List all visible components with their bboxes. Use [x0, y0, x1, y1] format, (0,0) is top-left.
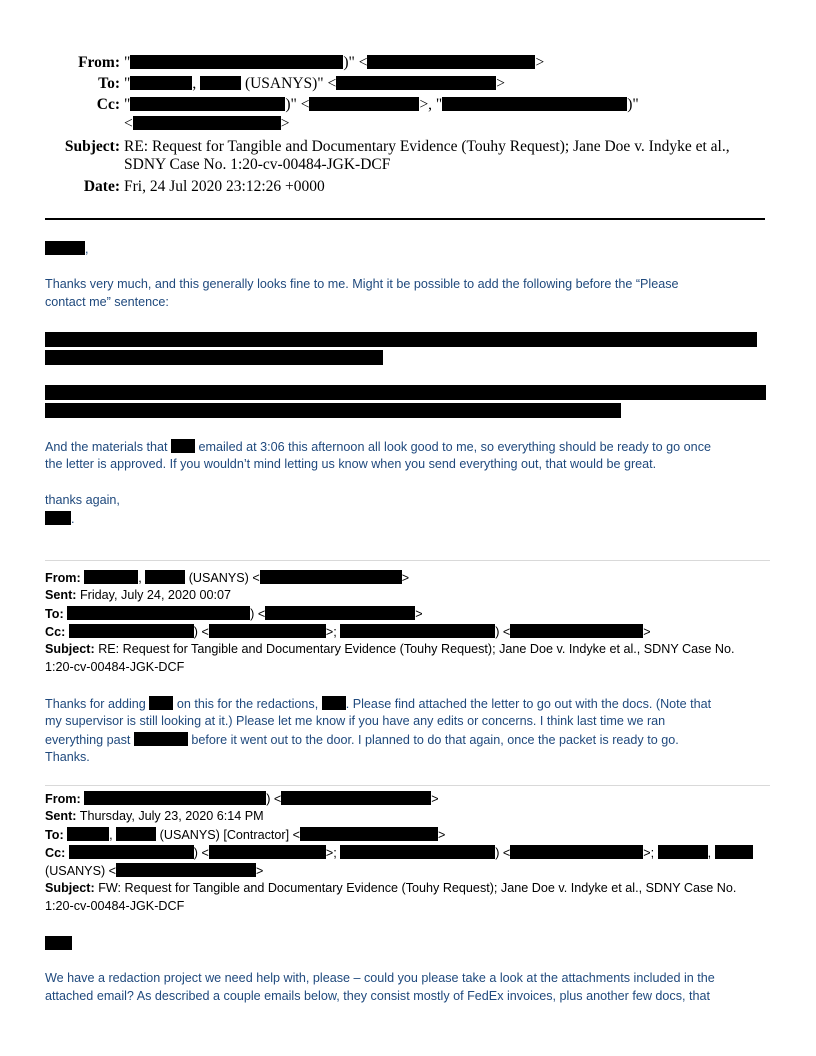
subject-row: Subject: FW: Request for Tangible and Documentary Evidence (Touhy Request); Jane Doe v. Indyke et al., SDNY Case No. — [45, 881, 737, 895]
redaction — [130, 76, 192, 90]
redaction — [300, 827, 438, 841]
paragraph-line: Thanks very much, and this generally looks fine to me. Might it be possible to add the following before the “Please — [45, 277, 679, 291]
redaction — [658, 845, 708, 859]
cc-value-line2: < > — [124, 115, 290, 132]
subject-line-1: RE: Request for Tangible and Documentary Evidence (Touhy Request); Jane Doe v. Indyke et al., — [124, 138, 730, 155]
message-divider — [45, 560, 770, 561]
redaction — [510, 624, 643, 638]
subject-row: Subject: RE: Request for Tangible and Documentary Evidence (Touhy Request); Jane Doe v. Indyke et al., SDNY Case No. — [45, 642, 735, 656]
to-label: To: — [98, 75, 120, 92]
redaction — [149, 696, 173, 710]
redaction — [715, 845, 753, 859]
from-row: From: ) < > — [45, 792, 439, 806]
redaction — [84, 570, 138, 584]
cc-row-2: (USANYS) < > — [45, 864, 264, 878]
redaction — [134, 732, 188, 746]
date-label: Date: — [83, 178, 120, 195]
redaction — [130, 55, 343, 69]
redaction — [84, 791, 266, 805]
redaction — [209, 845, 326, 859]
redaction — [200, 76, 241, 90]
redaction — [45, 511, 71, 525]
signature: . — [45, 511, 75, 526]
redaction — [336, 76, 496, 90]
cc-row: Cc: ) < >; ) < > — [45, 625, 651, 639]
to-row: To: , (USANYS) [Contractor] < > — [45, 828, 446, 842]
greeting: , — [45, 241, 89, 256]
paragraph-line: We have a redaction project we need help with, please – could you please take a look at the attachments included in the — [45, 971, 715, 985]
redaction — [116, 827, 156, 841]
cc-row: Cc: ) < >; ) < >; , — [45, 845, 753, 860]
cc-label: Cc: — [96, 96, 120, 113]
signoff: thanks again, — [45, 493, 120, 507]
message-divider — [45, 785, 770, 786]
paragraph-line: everything past before it went out to the door. I planned to do that again, once the packet is ready to go. — [45, 733, 679, 747]
header-divider — [45, 218, 765, 220]
redaction — [116, 863, 256, 877]
to-value: " , (USANYS)" < > — [124, 75, 505, 92]
redaction — [260, 570, 402, 584]
subject-label: Subject: — [64, 138, 120, 155]
redaction — [309, 97, 419, 111]
redaction — [67, 827, 109, 841]
redaction-block — [45, 332, 757, 347]
redaction — [133, 116, 281, 130]
redaction — [340, 845, 495, 859]
paragraph-line: Thanks. — [45, 750, 90, 764]
subject-line-2: SDNY Case No. 1:20-cv-00484-JGK-DCF — [124, 156, 391, 173]
redaction-block — [45, 385, 766, 400]
redaction — [322, 696, 346, 710]
redaction-block — [45, 403, 621, 418]
redaction — [45, 241, 85, 255]
redaction — [69, 845, 194, 859]
redaction — [69, 624, 194, 638]
redaction — [45, 936, 72, 950]
redaction — [209, 624, 326, 638]
sent-row: Sent: Friday, July 24, 2020 00:07 — [45, 588, 231, 602]
paragraph-line: the letter is approved. If you wouldn’t mind letting us know when you send everything out, that would be great. — [45, 457, 657, 471]
paragraph-line: contact me” sentence: — [45, 295, 169, 309]
subject-row-2: 1:20-cv-00484-JGK-DCF — [45, 660, 185, 674]
redaction — [265, 606, 415, 620]
redaction — [442, 97, 627, 111]
redaction — [171, 439, 195, 453]
paragraph-line: attached email? As described a couple emails below, they consist mostly of FedEx invoices, plus another few docs, that — [45, 989, 711, 1003]
paragraph-line: my supervisor is still looking at it.) Please let me know if you have any edits or concerns. I think last time we ran — [45, 714, 666, 728]
redaction — [367, 55, 535, 69]
cc-value: " )" < >, " )" — [124, 96, 639, 113]
date-value: Fri, 24 Jul 2020 23:12:26 +0000 — [124, 178, 325, 195]
redaction — [340, 624, 495, 638]
subject-row-2: 1:20-cv-00484-JGK-DCF — [45, 899, 185, 913]
redaction — [281, 791, 431, 805]
paragraph-line: And the materials that emailed at 3:06 this afternoon all look good to me, so everything should be ready to go once — [45, 440, 711, 454]
redaction — [145, 570, 185, 584]
to-row: To: ) < > — [45, 607, 423, 621]
from-value: " )" < > — [124, 54, 545, 71]
paragraph-line: Thanks for adding on this for the redactions, . Please find attached the letter to go out with the docs. (Note that — [45, 697, 712, 711]
redaction — [67, 606, 250, 620]
from-row: From: , (USANYS) < > — [45, 571, 410, 585]
from-label: From: — [78, 54, 120, 71]
redaction — [130, 97, 285, 111]
redaction — [510, 845, 643, 859]
sent-row: Sent: Thursday, July 23, 2020 6:14 PM — [45, 809, 264, 823]
redaction-block — [45, 350, 383, 365]
